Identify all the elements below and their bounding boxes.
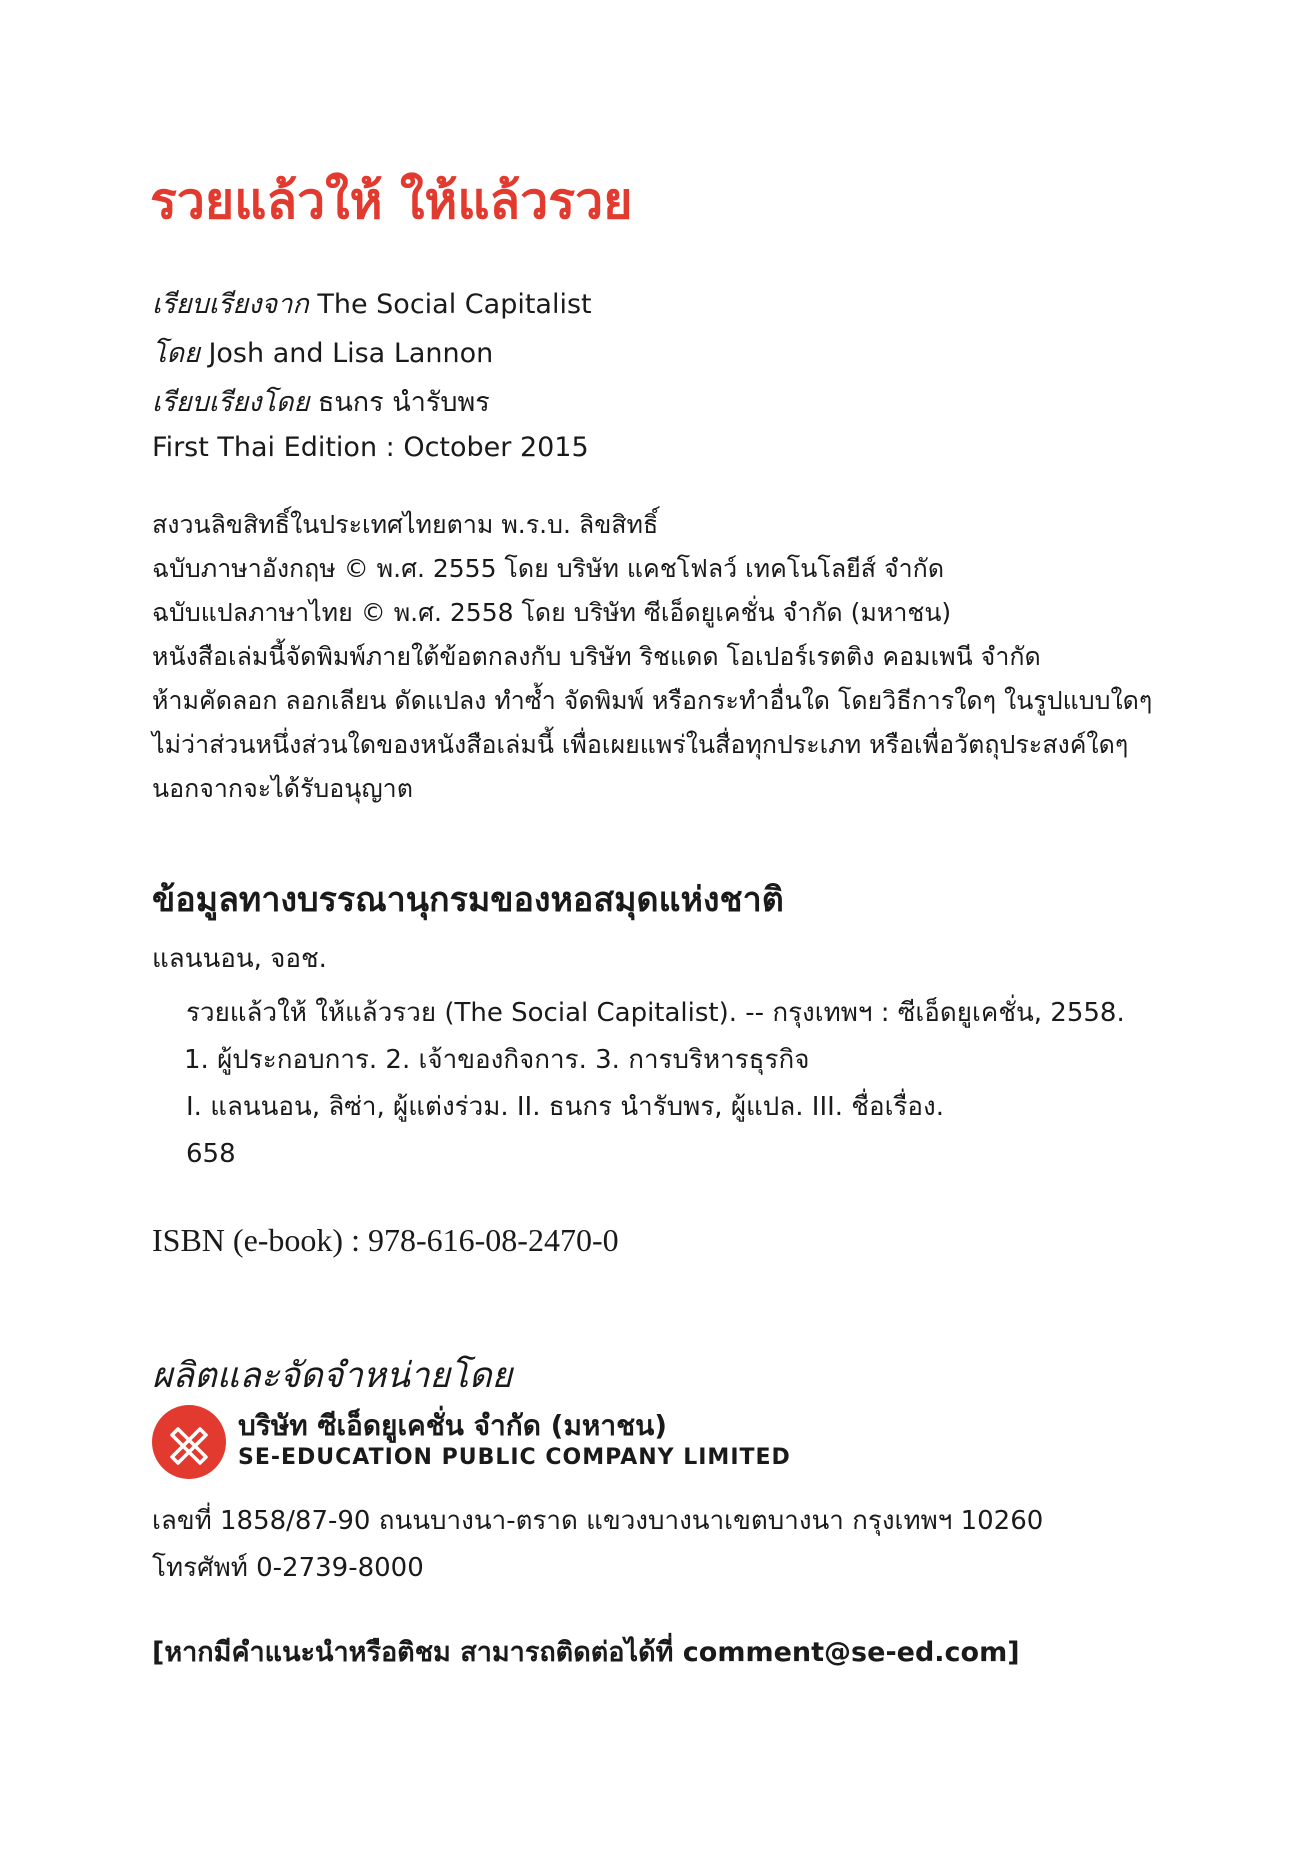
credit-source bbox=[152, 282, 592, 325]
cip-author: แลนนอน, จอช. bbox=[152, 944, 327, 974]
isbn: ISBN (e-book) : 978-616-08-2470-0 bbox=[152, 1222, 619, 1258]
credit-authors-value: Josh and Lisa Lannon bbox=[208, 338, 494, 369]
cip-subjects: 1. ผู้ประกอบการ. 2. เจ้าของกิจการ. 3. การบริหารธุรกิจ bbox=[184, 1045, 810, 1075]
credit-source-label: เรียบเรียงจาก bbox=[152, 289, 309, 320]
credit-translator bbox=[152, 380, 490, 423]
cip-added-entries: I. แลนนอน, ลิซ่า, ผู้แต่งร่วม. II. ธนกร นำรับพร, ผู้แปล. III. ชื่อเรื่อง. bbox=[186, 1092, 944, 1122]
publisher-logo-icon bbox=[152, 1405, 226, 1479]
credit-translator-label: เรียบเรียงโดย bbox=[152, 387, 310, 418]
publisher-name-thai: บริษัท ซีเอ็ดยูเคชั่น จำกัด (มหาชน) bbox=[238, 1409, 668, 1442]
credit-translator-value: ธนกร นำรับพร bbox=[317, 387, 490, 418]
distribution-heading: ผลิตและจัดจำหน่ายโดย bbox=[152, 1356, 513, 1396]
publisher-name-english: SE-EDUCATION PUBLIC COMPANY LIMITED bbox=[238, 1445, 791, 1470]
credit-authors bbox=[152, 331, 493, 374]
rights-line: ฉบับแปลภาษาไทย © พ.ศ. 2558 โดย บริษัท ซีเอ็ดยูเคชั่น จำกัด (มหาชน) bbox=[152, 598, 952, 627]
credit-source-value: The Social Capitalist bbox=[317, 289, 592, 320]
cip-record: รวยแล้วให้ ให้แล้วรวย (The Social Capitalist). -- กรุงเทพฯ : ซีเอ็ดยูเคชั่น, 2558. bbox=[186, 998, 1125, 1028]
book-title: รวยแล้วให้ ให้แล้วรวย bbox=[150, 171, 633, 230]
publisher-address: เลขที่ 1858/87-90 ถนนบางนา-ตราด แขวงบางนาเขตบางนา กรุงเทพฯ 10260 bbox=[152, 1506, 1044, 1536]
feedback-contact: [หากมีคำแนะนำหรือติชม สามารถติดต่อได้ที่ comment@se-ed.com] bbox=[152, 1637, 1020, 1668]
cip-heading: ข้อมูลทางบรรณานุกรมของหอสมุดแห่งชาติ bbox=[152, 880, 784, 920]
edition-line: First Thai Edition : October 2015 bbox=[152, 432, 589, 463]
rights-line: นอกจากจะได้รับอนุญาต bbox=[152, 774, 413, 803]
rights-line: ฉบับภาษาอังกฤษ © พ.ศ. 2555 โดย บริษัท แคชโฟลว์ เทคโนโลยีส์ จำกัด bbox=[152, 554, 945, 583]
publisher-phone: โทรศัพท์ 0-2739-8000 bbox=[152, 1553, 424, 1583]
rights-line: ห้ามคัดลอก ลอกเลียน ดัดแปลง ทำซ้ำ จัดพิมพ์ หรือกระทำอื่นใด โดยวิธีการใดๆ ในรูปแบบใดๆ bbox=[152, 686, 1153, 715]
rights-line: หนังสือเล่มนี้จัดพิมพ์ภายใต้ข้อตกลงกับ บริษัท ริชแดด โอเปอร์เรตติง คอมเพนี จำกัด bbox=[152, 642, 1041, 671]
rights-line: ไม่ว่าส่วนหนึ่งส่วนใดของหนังสือเล่มนี้ เพื่อเผยแพร่ในสื่อทุกประเภท หรือเพื่อวัตถุประสงค์ใดๆ bbox=[152, 730, 1129, 759]
rights-line: สงวนลิขสิทธิ์ในประเทศไทยตาม พ.ร.บ. ลิขสิทธิ์ bbox=[152, 510, 659, 539]
cip-class-number: 658 bbox=[186, 1139, 236, 1169]
credit-authors-label: โดย bbox=[152, 338, 200, 369]
